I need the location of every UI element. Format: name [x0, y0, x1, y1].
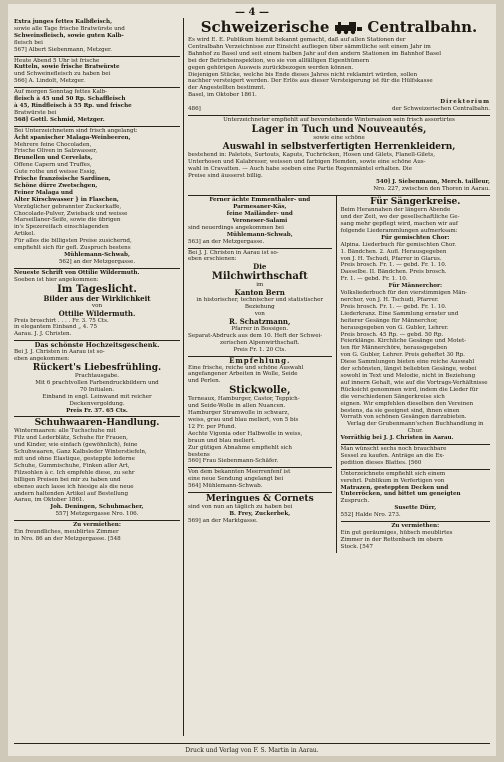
book-subtitle: Bilder aus der Wirklichkeit	[43, 293, 151, 303]
ad-line: Matrazen, gesteppten Decken und	[340, 484, 449, 491]
book-author: Ottilie Wildermuth.	[58, 308, 136, 318]
ad-line: Bahnhof zu Basel und seit einem halben Jahr auf den andern Stationen im Bahnhof Basel	[188, 50, 442, 57]
ad-line: mit und ohne Elastique, gesteppte lederne	[14, 456, 135, 463]
ad-signature-row	[188, 106, 490, 113]
ad-line: Volksliederbuch für den vierstimmigen Män-	[340, 290, 468, 297]
ad-line: Frische Oliven in Salzwasser,	[14, 148, 98, 155]
ad-line: Filzsohlen à c. Ich empfehle diese, zu sehr	[14, 469, 135, 476]
ad-heading: Zu vermiethen:	[391, 523, 440, 530]
ad-line: Gute rothe und weisse Essig,	[14, 169, 97, 176]
ad-line: Bei Unterzeichnetem sind frisch angelangt:	[14, 127, 138, 134]
ad-line: der schönsten, längst beliebten Gesänge, wobei	[340, 366, 477, 373]
ad-line: Pfarrer in Bossigen.	[231, 326, 289, 332]
ad-line: Zur gütigen Abnahme empfiehlt sich	[188, 444, 293, 451]
ad-signature: 567] Albert Siebenmann, Metzger.	[14, 46, 112, 53]
ad-line: in's Spezereifach einschlagenden	[14, 224, 109, 231]
right-subcolumn-left	[188, 196, 337, 553]
ad-heading: Lager in Tuch und Nouveautés,	[251, 123, 427, 135]
ad-line: Unterzeichneter empfiehlt auf bevorstehende Wintersaison sein frisch assortirtes	[223, 116, 455, 123]
ad-signature: 566] A. Lindolt, Metzger.	[14, 78, 85, 85]
ad-line: ebenso auch lasse ich hiesige als die neue	[14, 483, 134, 490]
ad-signature: der Schweizerischen Centralbahn.	[392, 106, 490, 113]
book-price: Preis Fr. 1. 20 Cts.	[233, 346, 287, 353]
ad-line: andern haltenden Artikel auf Bestellung	[14, 490, 129, 497]
ad-line: Ächt spanischer Malaga-Weinbeeren,	[14, 134, 131, 141]
ad-line: Mehrere feine Chocoladen,	[14, 141, 92, 148]
ad-line: Schuhe, Gummischuhe, Finken aller Art,	[14, 462, 130, 469]
ad-line: eignen. Wir empfehlen dieselben den Vereinen	[340, 400, 474, 407]
ad-line: Marseillaner-Seife, sowie die übrigen	[14, 217, 121, 224]
ad-line: der Angestellten bestimmt.	[188, 85, 266, 92]
ad-line: eine neue Sendung angelangt bei	[188, 476, 284, 483]
ad-line: und Seide-Wolle in allen Nuancen.	[188, 403, 286, 410]
ad-line: gegen gehörigen Ausweis zurückbezogen werden können.	[188, 64, 354, 71]
ad-schuhwaaren	[14, 417, 180, 521]
ad-line: in elegantem Einband „ 4. 75	[14, 324, 97, 331]
ad-line: Rücksicht genommen wird, indem die Lieder für	[340, 386, 479, 393]
ad-siebenmann-tuch	[188, 116, 490, 196]
ad-line: Kutteln, sowie frische Bratwürste	[14, 64, 120, 71]
ad-line: auf innern Gehalt, wie auf die Vortrags-Verhältnisse	[340, 379, 488, 386]
ad-line: Chocolade-Pulver, Zwieback und weisse	[14, 210, 128, 217]
ad-signature: Aarau. J. J. Christen.	[14, 331, 72, 338]
ad-line: Diejenigen Stücke, welche bis Ende dieses Jahres nicht reklamirt würden, sollen	[188, 71, 418, 78]
ad-heading: Stickwolle,	[229, 385, 291, 397]
book-title: Im Tageslicht.	[57, 283, 137, 295]
ad-line: Fr. 1. — gebd. Fr. 1. 10.	[340, 276, 408, 283]
ad-line: Soeben ist hier angekommen:	[14, 276, 99, 283]
ad-line: sowie eine schöne	[313, 134, 365, 141]
ad-line: 563] an der Metzgergasse.	[188, 238, 265, 245]
ad-line: in Nro. 86 an der Metzgergasse. [548	[14, 536, 121, 542]
ad-line: Preis brosch. Fr. 1. — gebd. Fr. 1. 10.	[340, 262, 447, 269]
centralbahn-masthead	[188, 19, 490, 37]
ad-line: Zuspruch.	[340, 498, 370, 505]
ad-line: Alter Kirschwasser } in Flaschen,	[14, 196, 119, 203]
ad-signature: 564] Mühlemann-Schwab.	[188, 483, 263, 490]
ad-muehlemann-goods	[14, 127, 180, 269]
ad-line: Mit 6 prachtvollen Farbendruckbildern und	[35, 379, 159, 386]
ad-line: Separat-Abdruck aus dem 10. Heft der Schwei-	[188, 332, 323, 339]
book-subtitle: Kanton Bern	[234, 288, 285, 298]
ad-line: Eine frische, reiche und schöne Auswahl	[188, 364, 304, 371]
ad-line: Schöne dürre Zwetschgen,	[14, 182, 98, 189]
ad-line: Artikel.	[14, 231, 36, 238]
ad-line: Bei J. J. Christen in Aarau ist so-	[14, 349, 105, 356]
ad-subheading: Für Männerchor:	[388, 283, 443, 290]
ad-meerrenfenf	[188, 468, 332, 493]
ad-line: Nro. 227, zwischen den Thoren in Aarau.	[373, 186, 490, 193]
ad-signature: Mühlemann-Schwab,	[64, 252, 130, 258]
ad-line: Neueste Schrift von Ottilie Wildermuth.	[14, 269, 140, 276]
book-title: Milchwirthschaft	[211, 271, 308, 283]
ad-line: Bratwürste bei	[14, 109, 57, 116]
ad-line: 70 Initialen.	[79, 386, 115, 393]
ad-line: ten für Männerchöre, herausgegeben	[340, 345, 448, 352]
ad-line: verehrl. Publikum in Verfertigen von	[340, 477, 445, 484]
ad-subheading: Für gemischten Chor:	[381, 234, 450, 241]
ad-line: Zimmer in der Rettenbach im obern	[340, 536, 443, 543]
footer-rule	[14, 743, 490, 744]
ad-line: Alpina. Liederbuch für gemischten Chor.	[340, 241, 457, 248]
ad-line: Parmesaner-Käs,	[233, 204, 287, 211]
ad-meringues	[188, 493, 332, 527]
ad-line: braun und blau meliert.	[188, 437, 256, 444]
newspaper-page	[8, 4, 496, 756]
ad-line: Basel, im Oktober 1861.	[188, 92, 257, 99]
ad-signature: 560] Frau Siebenmann-Schäfer.	[188, 458, 279, 465]
masthead-right: Centralbahn.	[367, 18, 478, 36]
ad-sessel	[341, 445, 490, 470]
ad-line: feine Mailänder- und	[226, 211, 293, 218]
ad-line: Es wird E. E. Publikum hiemit bekannt gemacht, daß auf allen Stationen der	[188, 37, 406, 43]
ad-line: Preis brosch. 45 Rp. — gebd. 50 Rp.	[340, 331, 444, 338]
ad-milchwirthschaft	[188, 249, 332, 357]
ad-line: Dasselbe. II. Bändchen. Preis brosch.	[340, 269, 447, 276]
ad-line: fleisch à 45 und 50 Rp. Schaffleisch	[14, 96, 126, 103]
ad-line: Diese Sammlungen bieten eine reiche Auswahl	[340, 359, 475, 366]
ad-line: heiterer Gesänge für Männerchor,	[340, 317, 438, 324]
ad-line: Deckenvergoldung.	[69, 400, 125, 407]
ad-albert-siebenmann	[14, 18, 180, 57]
ad-line: Extra junges fettes Kalbfleisch,	[14, 19, 113, 25]
book-author: R. Schatzmann,	[229, 317, 291, 326]
ad-line: eben erschienen:	[188, 256, 237, 263]
ad-line: und Kinder, wie einfach (gewöhnlich), feine	[14, 442, 138, 449]
two-subcolumns	[188, 196, 490, 553]
ad-line: folgende Liederammlungen aufmerksam:	[340, 227, 458, 234]
ad-line: nachher versteigert werden. Der Erlös aus dieser Versteigerung ist für die Hülfskasse	[188, 78, 433, 85]
ad-line: und Schweinefleisch zu haben bei	[14, 71, 111, 78]
ad-line: Stock. [547	[340, 543, 373, 550]
ad-line: Auf morgen Sonntag fettes Kalb-	[14, 89, 108, 96]
ad-line: Beim Herannahen der längern Abende	[340, 207, 451, 214]
book-title: Rückert's Liebesfrühling.	[32, 362, 162, 373]
ad-line: billigen Preisen bei mir zu haben und	[14, 476, 121, 483]
masthead-left: Schweizerische	[200, 18, 330, 36]
ad-matrazen	[341, 470, 490, 522]
ad-line: von	[254, 311, 265, 318]
ad-line: bestens, da sie geeignet sind, ihnen einen	[340, 407, 460, 414]
ad-line: Frische französische Sardinen,	[14, 176, 111, 183]
ad-saengerkreise	[341, 196, 490, 445]
ad-heading: Empfehlung.	[229, 355, 291, 365]
ad-line: fleisch bei	[14, 39, 43, 46]
ad-line: Von dem bekannten Meerrenfenf ist	[188, 469, 291, 476]
book-title-pre: Die	[253, 262, 267, 272]
ad-line: herausgegeben von G. Gubler, Lehrer.	[340, 324, 449, 331]
ad-line: Preis broschirt . . . . Fr. 3. 75 Cts.	[14, 317, 109, 324]
ad-line: Brunellen und Cervelats,	[14, 155, 93, 162]
ad-line: sind von nun an täglich zu haben bei	[188, 504, 293, 511]
ad-line: Feiner Malaga und	[14, 189, 73, 196]
ad-line: à 45, Rindfleisch à 55 Rp. und frische	[14, 102, 132, 109]
ad-line: Man wünscht sechs noch brauchbare	[340, 446, 447, 453]
ad-line: Unterzeichnete empfiehlt sich einem	[340, 470, 446, 477]
ad-line: Aarau, im Oktober 1861.	[14, 497, 85, 504]
ad-line: Bei J. J. Christen in Aarau ist so-	[188, 249, 279, 256]
ad-line: Aechte Vigonia oder Halbwolle in weiss,	[188, 430, 303, 437]
ad-line: bestens	[188, 451, 210, 458]
ad-line: Für alles die billigsten Preise zusichernd,	[14, 238, 132, 245]
column-divider	[183, 18, 184, 736]
ad-tageslicht	[14, 269, 180, 341]
ad-centralbahn	[188, 18, 490, 116]
ad-signature: Mühlemann-Schwab,	[226, 231, 293, 238]
ad-line: Offene Capern und Truffes,	[14, 162, 92, 169]
page-number: — 4 —	[235, 7, 269, 18]
ad-line: Filz und Lederblätz, Schuhe für Frauen,	[14, 435, 128, 442]
ad-zimmer-right	[341, 522, 490, 553]
ad-line: Liederkranz. Eine Sammlung ernster und	[340, 310, 459, 317]
ad-line: von G. Gubler, Lehrer. Preis geheftet 30 Rp.	[340, 352, 465, 359]
ad-line: weiss, grau und blau meliert, von 5 bis	[188, 416, 299, 423]
ad-line: die verschiedenen Sängerkreise sich	[340, 393, 445, 400]
ad-line: und Perlen.	[188, 378, 221, 385]
ad-line: 557] Metzgergasse Nro. 106.	[55, 511, 139, 518]
ad-lindolt	[14, 57, 180, 89]
ad-line: Heute Abend 5 Uhr ist frische	[14, 57, 100, 64]
ad-signature: 568] Gottl. Schmid, Metzger.	[14, 116, 105, 123]
ad-line: bestehend in: Paletots, Surtouts, Kaputs, Tuchröcken, Hosen und Gilets, Flanell-Gilets,	[188, 151, 436, 158]
ad-line: Unterhosen und Kalabreser, weissen und farbigen Hemden, sowie eine schöne Aus-	[188, 158, 426, 165]
printer-imprint: Druck und Verlag von F. S. Martin in Aarau.	[185, 747, 319, 754]
ad-heading: Zu vermiethen:	[73, 522, 121, 529]
ad-line: Vorrath von schönen Gesängen darzubieten.	[340, 414, 467, 421]
ad-line: 1. Bändchen. 2. Aufl. Herausgegeben	[340, 248, 447, 255]
ad-heading: Für Sängerkreise.	[370, 197, 461, 208]
ad-line: Ein gut geräumiges, hübsch meublirtes	[340, 530, 453, 536]
ad-line: 562] an der Metzgergasse.	[58, 258, 136, 265]
ad-heading: Auswahl in selbstverfertigten Herrenkleidern,	[222, 141, 456, 152]
ad-line: Schweinsfleisch, sowie guten Kalb-	[14, 32, 124, 39]
right-subcolumn-right	[337, 196, 490, 553]
ad-signature: Direktorium	[440, 99, 490, 106]
ad-line: sind neuerdings angekommen bei	[188, 224, 284, 231]
ad-line: Unterröcken, und bittet um geneigten	[340, 491, 461, 498]
ad-line: pedition dieses Blattes. [560	[340, 459, 422, 466]
ad-heading: Das schönste Hochzeitsgeschenk.	[34, 341, 160, 350]
ad-line: von	[91, 302, 103, 309]
ad-line: Einband in engl. Leinwand mit reicher	[42, 393, 152, 400]
ad-line: in historischer, technischer und statistischer	[196, 297, 324, 304]
ad-line: sowohl in Text und Melodie, nicht in Beziehung	[340, 372, 476, 379]
ad-line: Schuhwaaren, Ganz Kalbsleder Winterstiefeln,	[14, 449, 147, 456]
right-column	[188, 18, 490, 736]
ad-line: Ferner ächte Emmenthaler- und	[209, 197, 311, 204]
ad-line: Vorräthig bei J. J. Christen in Aarau.	[340, 435, 454, 442]
ad-line: im	[256, 282, 264, 289]
ad-line: nerchor, von J. H. Tschudi, Pfarrer.	[340, 297, 439, 303]
ad-line: sang mehr gepflegt wird, machen wir auf	[340, 221, 458, 228]
ad-line: Ein freundliches, meublirtes Zimmer	[14, 529, 119, 536]
ad-kaese	[188, 196, 332, 248]
ad-line: eben angekommen:	[14, 356, 70, 363]
ad-line: Preis brosch. Fr. 1. — gebd. Fr. 1. 10.	[340, 303, 447, 310]
ad-stickwolle	[188, 357, 332, 469]
ad-line: Wintermaaren: alle Tuchschuhe mit	[14, 428, 116, 435]
ad-number: 486]	[188, 106, 201, 113]
ad-line: bei der Betriebsinspektion, wo sie von allfälligen Eigenthümern	[188, 57, 370, 64]
ad-line: angefangener Arbeiten in Wolle, Seide	[188, 371, 298, 378]
ad-line: Preise sind äusserst billig.	[188, 172, 263, 179]
ad-liebesfruehling	[14, 341, 180, 417]
ad-line: 552] Halde Nro. 273.	[340, 512, 401, 519]
ad-line: Verlag der Grubenmann'schen Buchhandlung in Chur.	[346, 421, 484, 435]
ad-heading: Meringues & Cornets	[205, 494, 314, 505]
ad-line: Sessel zu kaufen. Anträge an die Ex-	[340, 452, 445, 459]
book-price: Preis Fr. 37. 65 Cts.	[66, 407, 128, 414]
ad-line: wahl in Cravatten. — Auch habe soeben eine Partie Regenmäntel erhalten. Die	[188, 165, 412, 172]
ad-line: 569] an der Marktgasse.	[188, 517, 258, 524]
ad-heading: Schuhwaaren-Handlung.	[34, 418, 160, 429]
ad-line: Beziehung	[244, 304, 275, 311]
ad-line: Feierklänge. Kirchliche Gesänge und Motet-	[340, 338, 467, 345]
ad-line: Veroneser-Salami	[232, 217, 288, 224]
ad-signature: 540] J. Siebenmann, Merch. tailleur,	[376, 179, 490, 186]
ad-line: Vorzüglicher gebrannter Zuckerkaffe,	[14, 203, 122, 210]
ad-line: und der Zeit, wo der gesellschaftliche Ge-	[340, 214, 460, 221]
locomotive-icon	[333, 21, 363, 35]
ad-line: von J. H. Tschudi, Pfarrer in Glarus.	[340, 255, 442, 262]
ad-line: 12 Fr. per Pfund.	[188, 423, 237, 430]
ad-line: Prachtausgabe.	[74, 372, 120, 379]
ad-signature: B. Frey, Zuckerbek,	[229, 510, 291, 517]
ad-zimmer-left	[14, 521, 180, 545]
ad-signature: Susette Dürr,	[394, 505, 437, 512]
left-column	[14, 18, 180, 736]
ad-line: Terneaux, Hamburger, Castor, Teppich-	[188, 396, 300, 403]
ad-line: zerischen Alpenwirthschaft.	[220, 339, 300, 346]
ad-gottl-schmid	[14, 88, 180, 127]
ad-line: empfiehlt sich für gefl. Zuspruch bestens	[14, 245, 131, 252]
ad-line: Centralbahn Verzeichnisse zur Einsicht aufliegen über sämmtliche seit einem Jahr im	[188, 43, 431, 50]
ad-line: Hamburger Stramwolle in schwarz,	[188, 410, 290, 417]
ad-line: sowie alle Tage frische Bratwürste und	[14, 25, 125, 32]
ad-signature: Joh. Deningen, Schuhmacher,	[50, 504, 144, 511]
